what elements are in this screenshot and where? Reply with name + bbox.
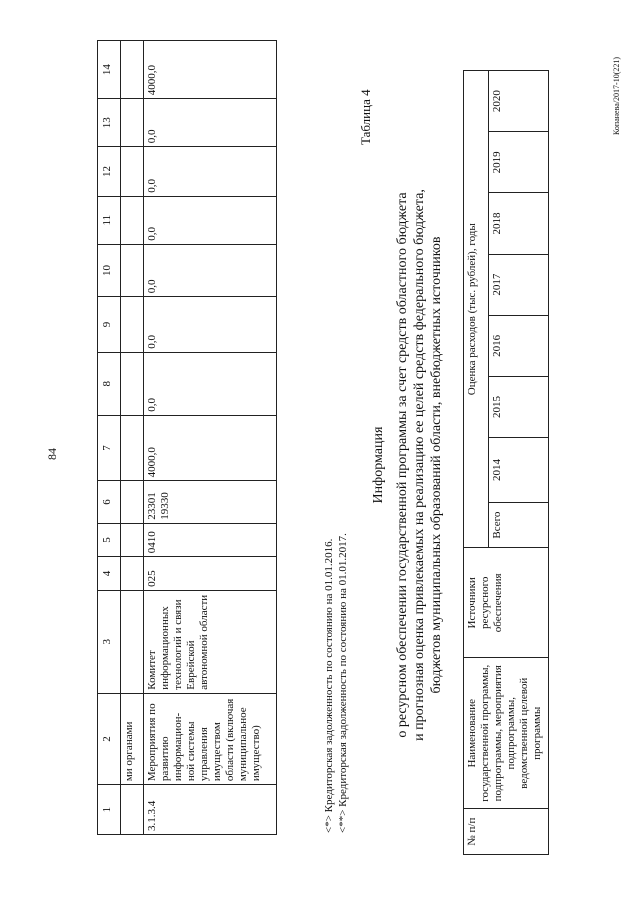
- header-cell: 5: [98, 523, 121, 557]
- header-row: [464, 71, 489, 855]
- info-title: Информация: [371, 426, 386, 504]
- executor: Комитет информационных технологий и связи Еврейской автономной области: [144, 590, 277, 693]
- cell-8: 0,0: [144, 352, 277, 415]
- header-cell: 13: [98, 99, 121, 147]
- cell-13: 0,0: [144, 99, 277, 147]
- cell-12: 0,0: [144, 147, 277, 196]
- cell-11: 0,0: [144, 196, 277, 244]
- header-cell: 4: [98, 557, 121, 591]
- cell-10: 0,0: [144, 244, 277, 297]
- cell-5: 0410: [144, 523, 277, 557]
- footnote-1: <*> Кредиторская задолженность по состоянию на 01.01.2016.: [323, 538, 335, 833]
- continuation-row: [121, 41, 144, 835]
- header-row: [98, 41, 121, 835]
- table-label: Таблица 4: [358, 89, 373, 145]
- header-cell: 2: [98, 693, 121, 784]
- footnote-2: <**> Кредиторская задолженность по состоянию на 01.01.2017.: [337, 533, 349, 833]
- page-number: 84: [45, 448, 59, 460]
- col-source: Источники ресурсного обеспечения: [464, 548, 549, 658]
- col-year: 2019: [489, 132, 549, 193]
- info-line-3: бюджетов муниципальных образований области, внебюджетных источников: [429, 236, 444, 694]
- event-name: Мероприятия по развитию информацион-ной системы управления имуществом области (включая муниципальное имущество): [144, 693, 277, 784]
- col-estimate: Оценка расходов (тыс. рублей), годы: [464, 71, 489, 548]
- col-year: 2018: [489, 193, 549, 254]
- col-year: 2014: [489, 438, 549, 503]
- info-line-2: и прогнозная оценка привлекаемых на реализацию ее целей средств федерального бюджета,: [412, 189, 427, 741]
- header-cell: 9: [98, 297, 121, 353]
- stamp: Копанева/2017-10(221): [612, 56, 621, 135]
- top-table: [97, 40, 277, 835]
- header-cell: 1: [98, 785, 121, 835]
- cell-6: 23301 19330: [144, 481, 277, 523]
- header-cell: 10: [98, 244, 121, 297]
- header-cell: 8: [98, 352, 121, 415]
- table-row: [144, 41, 277, 835]
- header-cell: 3: [98, 590, 121, 693]
- info-block: [370, 115, 445, 815]
- row-number: 3.1.3.4: [144, 785, 277, 835]
- header-cell: 11: [98, 196, 121, 244]
- col-year: 2017: [489, 254, 549, 315]
- cell-9: 0,0: [144, 297, 277, 353]
- header-cell: 7: [98, 415, 121, 481]
- cell-4: 025: [144, 557, 277, 591]
- cell-7: 4000,0: [144, 415, 277, 481]
- col-total: Всего: [489, 502, 549, 548]
- header-cell: 12: [98, 147, 121, 196]
- cell-14: 4000,0: [144, 41, 277, 99]
- bottom-table: [463, 70, 549, 855]
- col-name: Наименование государственной программы, подпрограммы, мероприятия подпрограммы, ведомственной целевой программы: [464, 658, 549, 809]
- info-line-1: о ресурсном обеспечении государственной программы за счет средств областного бюджета: [395, 192, 410, 738]
- continuation-text: ми органами: [121, 693, 144, 784]
- footnotes: [322, 273, 350, 833]
- header-cell: 6: [98, 481, 121, 523]
- col-year: 2020: [489, 71, 549, 132]
- col-year: 2016: [489, 315, 549, 376]
- col-num: № п/п: [464, 809, 549, 855]
- header-cell: 14: [98, 41, 121, 99]
- col-year: 2015: [489, 376, 549, 437]
